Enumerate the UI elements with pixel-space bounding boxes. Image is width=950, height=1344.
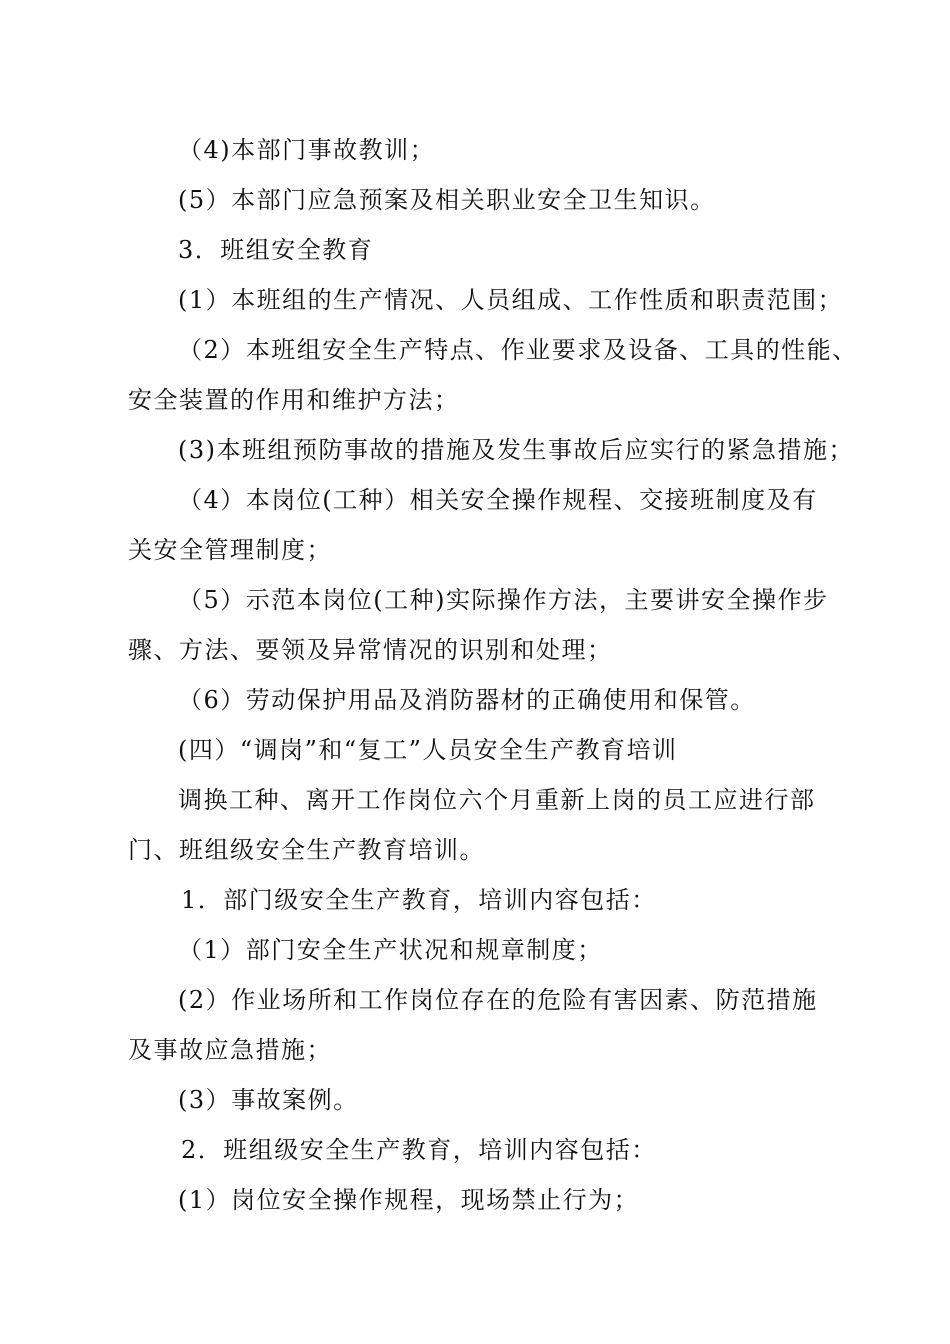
text-line: (3）事故案例。 bbox=[178, 1086, 359, 1114]
text-line: 骤、方法、要领及异常情况的识别和处理； bbox=[128, 636, 613, 664]
text-line: (2）作业场所和工作岗位存在的危险有害因素、防范措施 bbox=[178, 986, 818, 1014]
text-line: 安全装置的作用和维护方法； bbox=[128, 386, 460, 414]
text-line: （4）本岗位(工种）相关安全操作规程、交接班制度及有 bbox=[178, 486, 818, 514]
text-line: 调换工种、离开工作岗位六个月重新上岗的员工应进行部 bbox=[178, 786, 816, 814]
text-line: (1）岗位安全操作规程，现场禁止行为； bbox=[178, 1186, 640, 1214]
text-line: （4)本部门事故教训； bbox=[178, 136, 436, 164]
text-line: (3)本班组预防事故的措施及发生事故后应实行的紧急措施； bbox=[178, 436, 854, 464]
text-line: （5）示范本岗位(工种)实际操作方法，主要讲安全操作步 bbox=[178, 586, 829, 614]
text-line: (5）本部门应急预案及相关职业安全卫生知识。 bbox=[178, 186, 716, 214]
text-line: 关安全管理制度； bbox=[128, 536, 332, 564]
text-line: (1）本班组的生产情况、人员组成、工作性质和职责范围； bbox=[178, 286, 844, 314]
text-line: 2．班组级安全生产教育，培训内容包括： bbox=[181, 1136, 657, 1164]
text-line: （6）劳动保护用品及消防器材的正确使用和保管。 bbox=[178, 686, 756, 714]
text-line: 1．部门级安全生产教育，培训内容包括： bbox=[181, 886, 657, 914]
text-line: 及事故应急措施； bbox=[128, 1036, 332, 1064]
section-heading: 3．班组安全教育 bbox=[178, 236, 374, 264]
text-line: （2）本班组安全生产特点、作业要求及设备、工具的性能、 bbox=[178, 336, 858, 364]
section-heading: (四）“调岗”和“复工”人员安全生产教育培训 bbox=[178, 736, 678, 764]
text-line: 门、班组级安全生产教育培训。 bbox=[128, 836, 485, 864]
text-line: （1）部门安全生产状况和规章制度； bbox=[178, 936, 603, 964]
